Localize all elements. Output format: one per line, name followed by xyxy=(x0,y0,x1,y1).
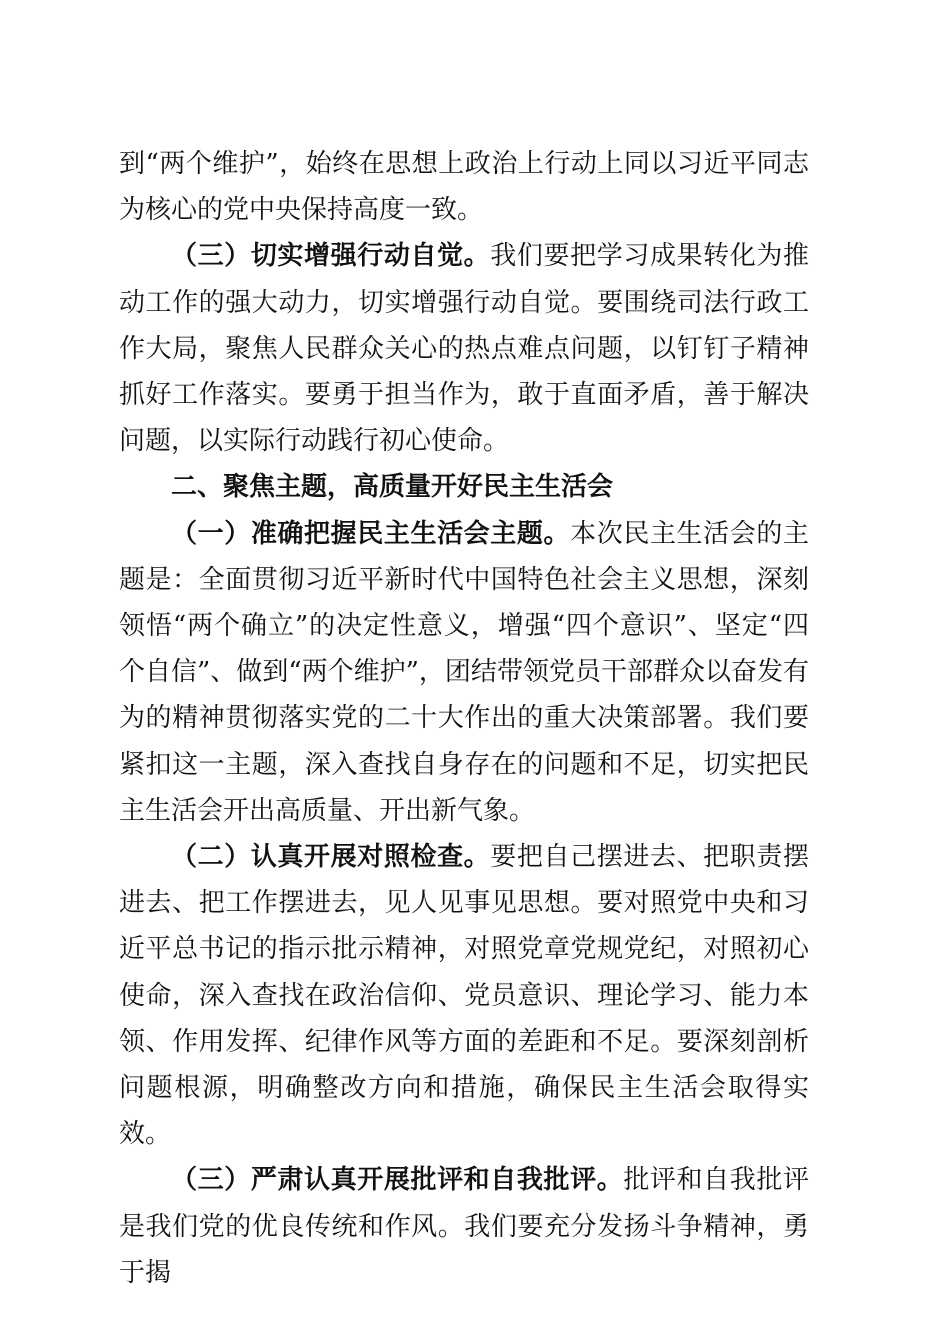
paragraph-lead: （三）切实增强行动自觉。 xyxy=(171,241,491,272)
paragraph-text: 本次民主生活会的主题是：全面贯彻习近平新时代中国特色社会主义思想，深刻领悟“两个确立”的决定性意义，增强“四个意识”、坚定“四个自信”、做到“两个维护”，团结带领党员干部群众以奋发有为的精神贯彻落实党的二十大作出的重大决策部署。我们要紧扣这一主题，深入查找自身存在的问题和不足，切实把民主生活会开出高质量、开出新气象。 xyxy=(119,518,809,826)
paragraph-text: 我们要把学习成果转化为推动工作的强大动力，切实增强行动自觉。要围绕司法行政工作大局，聚焦人民群众关心的热点难点问题，以钉钉子精神抓好工作落实。要勇于担当作为，敢于直面矛盾，善于解决问题，以实际行动践行初心使命。 xyxy=(119,241,809,457)
paragraph-continuation xyxy=(119,141,809,233)
section-heading-text: 二、聚焦主题，高质量开好民主生活会 xyxy=(171,472,614,503)
paragraph-lead: （三）严肃认真开展批评和自我批评。 xyxy=(171,1165,624,1196)
paragraph-lead: （二）认真开展对照检查。 xyxy=(171,842,491,873)
paragraph-self-check xyxy=(119,834,809,1157)
paragraph-text: 要把自己摆进去、把职责摆进去、把工作摆进去，见人见事见思想。要对照党中央和习近平总书记的指示批示精神，对照党章党规党纪，对照初心使命，深入查找在政治信仰、党员意识、理论学习、能力本领、作用发挥、纪律作风等方面的差距和不足。要深刻剖析问题根源，明确整改方向和措施，确保民主生活会取得实效。 xyxy=(119,842,809,1150)
paragraph-lead: （一）准确把握民主生活会主题。 xyxy=(171,518,571,549)
paragraph-text: 到“两个维护”，始终在思想上政治上行动上同以习近平同志为核心的党中央保持高度一致。 xyxy=(119,149,809,226)
paragraph-meeting-theme xyxy=(119,511,809,834)
document-body xyxy=(119,141,809,1296)
section-heading-2 xyxy=(119,464,809,510)
paragraph-action-awareness xyxy=(119,233,809,464)
paragraph-criticism xyxy=(119,1157,809,1296)
paragraph-text: 批评和自我批评是我们党的优良传统和作风。我们要充分发扬斗争精神，勇于揭 xyxy=(119,1165,809,1288)
